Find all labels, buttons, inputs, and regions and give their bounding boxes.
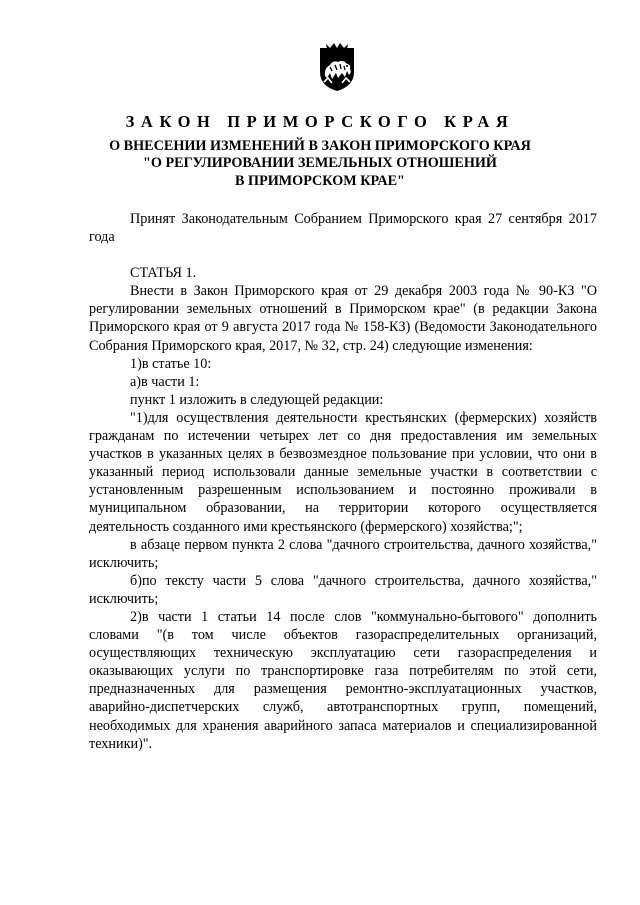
paragraph-intro: Внести в Закон Приморского края от 29 декабря 2003 года № 90-КЗ "О регулировании земельных отношений в Приморском крае" (в редакции Закона Приморского края от 9 августа 2017 года № 158-КЗ) (Ведомости Законодательного Собрания Приморского края, 2017, № 32, стр. 24) следующие изменения: bbox=[89, 283, 597, 354]
primorsky-coat-of-arms-icon bbox=[316, 42, 358, 92]
paragraph-item-1: 1)в статье 10: bbox=[130, 355, 212, 372]
adoption-note: Принят Законодательным Собранием Приморского края 27 сентября 2017 года bbox=[89, 211, 597, 246]
law-title: ЗАКОН ПРИМОРСКОГО КРАЯ bbox=[125, 112, 515, 131]
subtitle-line-3: В ПРИМОРСКОМ КРАЕ" bbox=[235, 172, 405, 189]
law-body bbox=[89, 210, 597, 753]
paragraph-item-1b: б)по тексту части 5 слова "дачного строительства, дачного хозяйства," исключить; bbox=[89, 572, 597, 607]
subtitle-line-1: О ВНЕСЕНИИ ИЗМЕНЕНИЙ В ЗАКОН ПРИМОРСКОГО КРАЯ bbox=[109, 138, 531, 154]
law-subtitle bbox=[0, 138, 640, 190]
paragraph-item-2: 2)в части 1 статьи 14 после слов "коммунально-бытового" дополнить словами "(в том числе объектов газораспределительных организаций, осуществляющих техническую эксплуатацию сети газораспределения и оказывающих услуги по транспортировке газа потребителям по этой сети, предназначенных для размещения ремонтно-эксплуатационных участков, аварийно-диспетчерских служб, автотранспортных групп, помещений, необходимых для хранения аварийного запаса материалов и специализированной техники)". bbox=[89, 608, 597, 752]
paragraph-point-1-intro: пункт 1 изложить в следующей редакции: bbox=[130, 391, 384, 408]
paragraph-item-1a: а)в части 1: bbox=[130, 373, 200, 390]
article-heading: СТАТЬЯ 1. bbox=[130, 265, 197, 282]
subtitle-line-2: "О РЕГУЛИРОВАНИИ ЗЕМЕЛЬНЫХ ОТНОШЕНИЙ bbox=[143, 155, 497, 172]
paragraph-point-1-text: "1)для осуществления деятельности крестьянских (фермерских) хозяйств гражданам по истечении четырех лет со дня предоставления им земельных участков в указанных целях в безвозмездное пользование при условии, что они в указанный период использовали данные земельные участки в соответствии с установленным разрешенным использованием и постоянно проживали в муниципальном образовании, на территории которого осуществляется деятельность созданного ими крестьянского (фермерского) хозяйства;"; bbox=[89, 409, 597, 535]
paragraph-point-2: в абзаце первом пункта 2 слова "дачного строительства, дачного хозяйства," исключить; bbox=[89, 536, 597, 571]
